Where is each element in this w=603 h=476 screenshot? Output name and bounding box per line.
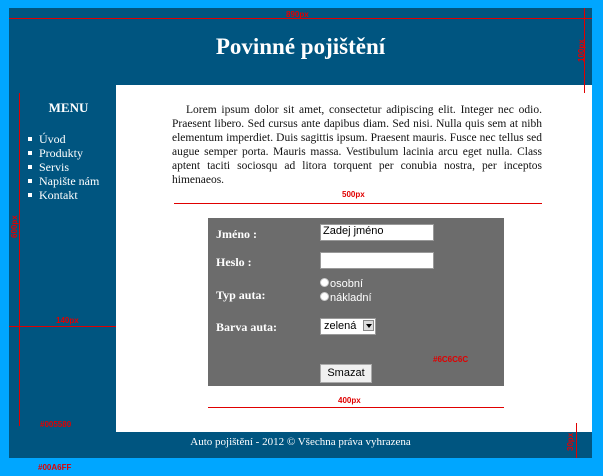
form-width-line: [208, 407, 504, 408]
radio-label: osobní: [330, 278, 364, 290]
page-color-annotation: #00A6FF: [38, 463, 72, 472]
menu-item-label: Servis: [39, 160, 69, 174]
radio-osobni[interactable]: [320, 278, 363, 290]
select-value: zelená: [324, 320, 357, 332]
password-label: Heslo :: [216, 255, 252, 269]
radio-icon: [320, 278, 329, 287]
bullet-icon: [28, 165, 32, 169]
car-color-select[interactable]: [320, 318, 376, 335]
footer-height-annotation: 30px: [566, 432, 575, 451]
sidebar-color-annotation: #005580: [40, 420, 72, 429]
menu-item-produkty[interactable]: [28, 146, 116, 160]
menu-item-uvod[interactable]: [28, 132, 116, 146]
content-width-annotation: 500px: [342, 190, 365, 199]
menu-list: [28, 132, 116, 202]
menu-item-label: Kontakt: [39, 188, 78, 202]
header-height-annotation: 100px: [577, 39, 586, 62]
menu-item-napiste-nam[interactable]: [28, 174, 116, 188]
chevron-down-icon[interactable]: [363, 320, 374, 331]
car-type-label: Typ auta:: [216, 288, 266, 302]
bullet-icon: [28, 151, 32, 155]
menu-item-label: Úvod: [39, 132, 66, 146]
radio-icon: [320, 292, 329, 301]
content-area: [116, 85, 592, 432]
insurance-form: [208, 218, 504, 386]
menu-heading: MENU: [48, 100, 89, 115]
name-input[interactable]: Zadej jméno: [320, 224, 434, 241]
car-color-label: Barva auta:: [216, 320, 277, 334]
content-width-line: [174, 203, 542, 204]
page-title: Povinné pojištění: [215, 34, 386, 59]
menu-item-label: Napište nám: [39, 174, 100, 188]
sidebar-height-line: [19, 93, 20, 426]
form-width-annotation: 400px: [338, 396, 361, 405]
form-color-annotation: #6C6C6C: [433, 355, 469, 364]
submit-button[interactable]: Smazat: [320, 364, 372, 383]
page-width-annotation: 890px: [286, 10, 309, 19]
menu-item-servis[interactable]: [28, 160, 116, 174]
name-label: Jméno :: [216, 227, 257, 241]
intro-paragraph: Lorem ipsum dolor sit amet, consectetur adipiscing elit. Integer nec odio. Praesent libero. Sed cursus ante dapibus diam. Sed nisi. Nulla quis sem at nibh elementum imperdiet. Duis sagittis ipsum. Praesent mauris. Fusce nec tellus sed augue semper porta. Mauris massa. Vestibulum lacinia arcu eget nulla. Class aptent taciti sociosqu ad litora torquent per conubia nostra, per inceptos himenaeos.: [172, 104, 542, 186]
sidebar-height-annotation: 600px: [10, 215, 19, 238]
password-input[interactable]: [320, 252, 434, 269]
page-frame: [9, 8, 592, 458]
bullet-icon: [28, 137, 32, 141]
footer-height-line: [576, 423, 577, 458]
bullet-icon: [28, 193, 32, 197]
bullet-icon: [28, 179, 32, 183]
sidebar: [9, 93, 116, 433]
footer: Auto pojištění - 2012 © Všechna práva vyhrazena: [190, 436, 411, 448]
menu-item-kontakt[interactable]: [28, 188, 116, 202]
radio-label: nákladní: [330, 292, 372, 304]
sidebar-width-annotation: 140px: [56, 316, 79, 325]
menu-item-label: Produkty: [39, 146, 84, 160]
sidebar-width-line: [9, 326, 116, 327]
radio-nakladni[interactable]: [320, 292, 372, 304]
